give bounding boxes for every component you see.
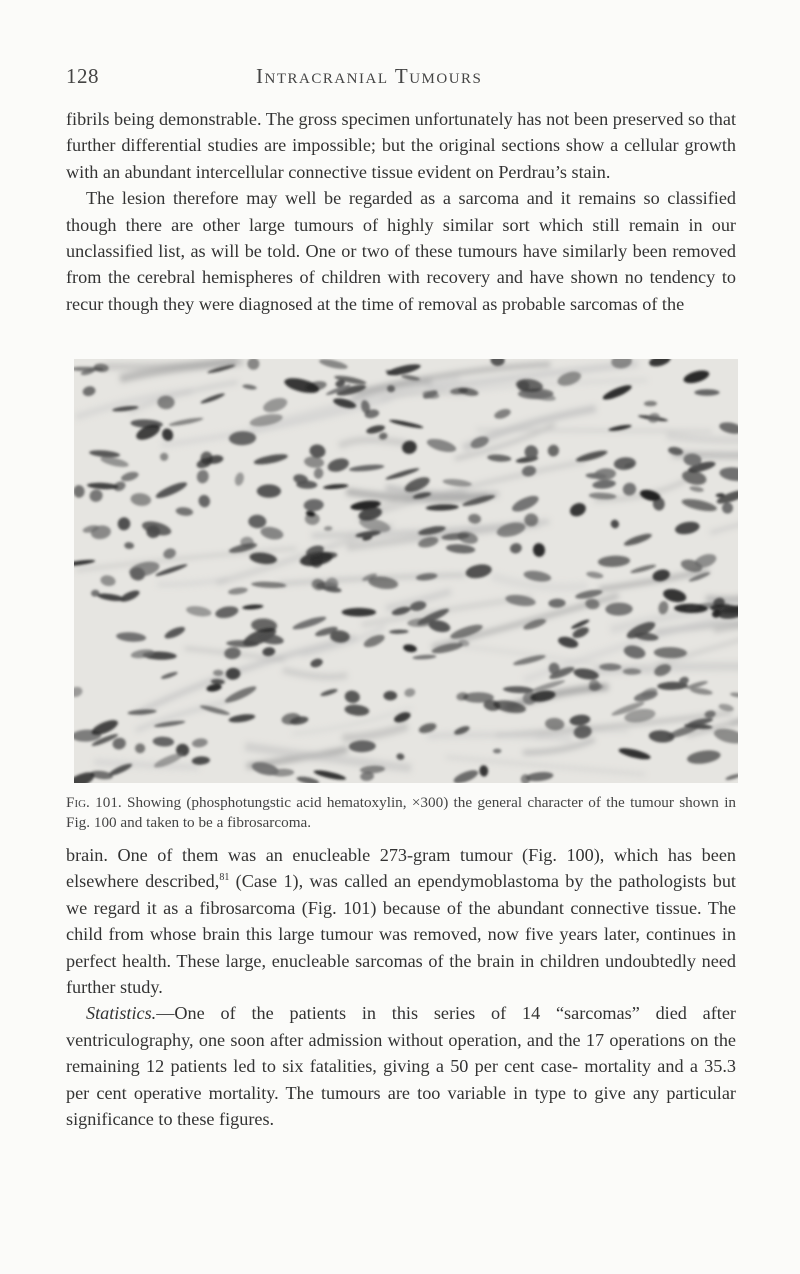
micrograph-image	[74, 359, 738, 783]
body-text-bottom	[66, 842, 736, 1132]
figure-caption	[66, 793, 736, 833]
page-header	[66, 64, 736, 94]
running-head: Intracranial Tumours	[256, 64, 483, 88]
cell-nucleus	[342, 608, 376, 617]
paragraph-text: —One of the patients in this series of 14 “sarcomas” died after ventriculography, one soon after admission without operation, and the 17 operations on the remaining 12 patients led to six fatalities, giving a 50 per cent case- mortality and a 35.3 per cent operative mortality. The tumours are too variable in type to give any particular significance to these figures.	[66, 1003, 736, 1130]
connective-fiber	[477, 430, 713, 432]
paragraph-text: brain. One of them was an enucleable 273-gram tumour (Fig. 100), which has been elsewhere described,	[66, 845, 736, 892]
cell-nucleus	[257, 484, 281, 497]
paragraph	[66, 1000, 736, 1132]
caption-label: Fig. 101.	[66, 794, 122, 811]
page-number: 128	[66, 64, 99, 88]
caption-text: Showing (phosphotungstic acid hematoxylin, ×300) the general character of the tumour shown in Fig. 100 and taken to be a fibrosarcoma.	[66, 794, 737, 831]
paragraph: The lesion therefore may well be regarded as a sarcoma and it remains so classified though there are other large tumours of highly similar sort which still remain in our unclassified list, as will be told. One or two of these tumours have similarly been removed from the cerebral hemispheres of children with recovery and have shown no tendency to recur though they were diagnosed at the time of removal as probable sarcomas of the	[66, 188, 736, 314]
micrograph-figure	[74, 359, 738, 783]
paragraph-text: (Case 1), was called an ependymoblastoma by the pathologists but we regard it as a fibrosarcoma (Fig. 101) because of the abundant connective tissue. The child from whose brain this large tumour was removed, now five years later, continues in perfect health. These large, enucleable sarcomas of the brain in children undoubtedly need further study.	[66, 871, 736, 998]
body-text-top	[66, 106, 736, 317]
cell-nucleus	[694, 389, 719, 395]
footnote-ref: 81	[219, 872, 230, 884]
section-label: Statistics.	[86, 1003, 157, 1024]
paragraph	[66, 842, 736, 1000]
paragraph: fibrils being demonstrable. The gross specimen unfortunately has not been preserved so that further differential studies are impossible; but the original sections show a cellular growth with an abundant intercellular connective tissue evident on Perdrau’s stain.	[66, 109, 736, 182]
